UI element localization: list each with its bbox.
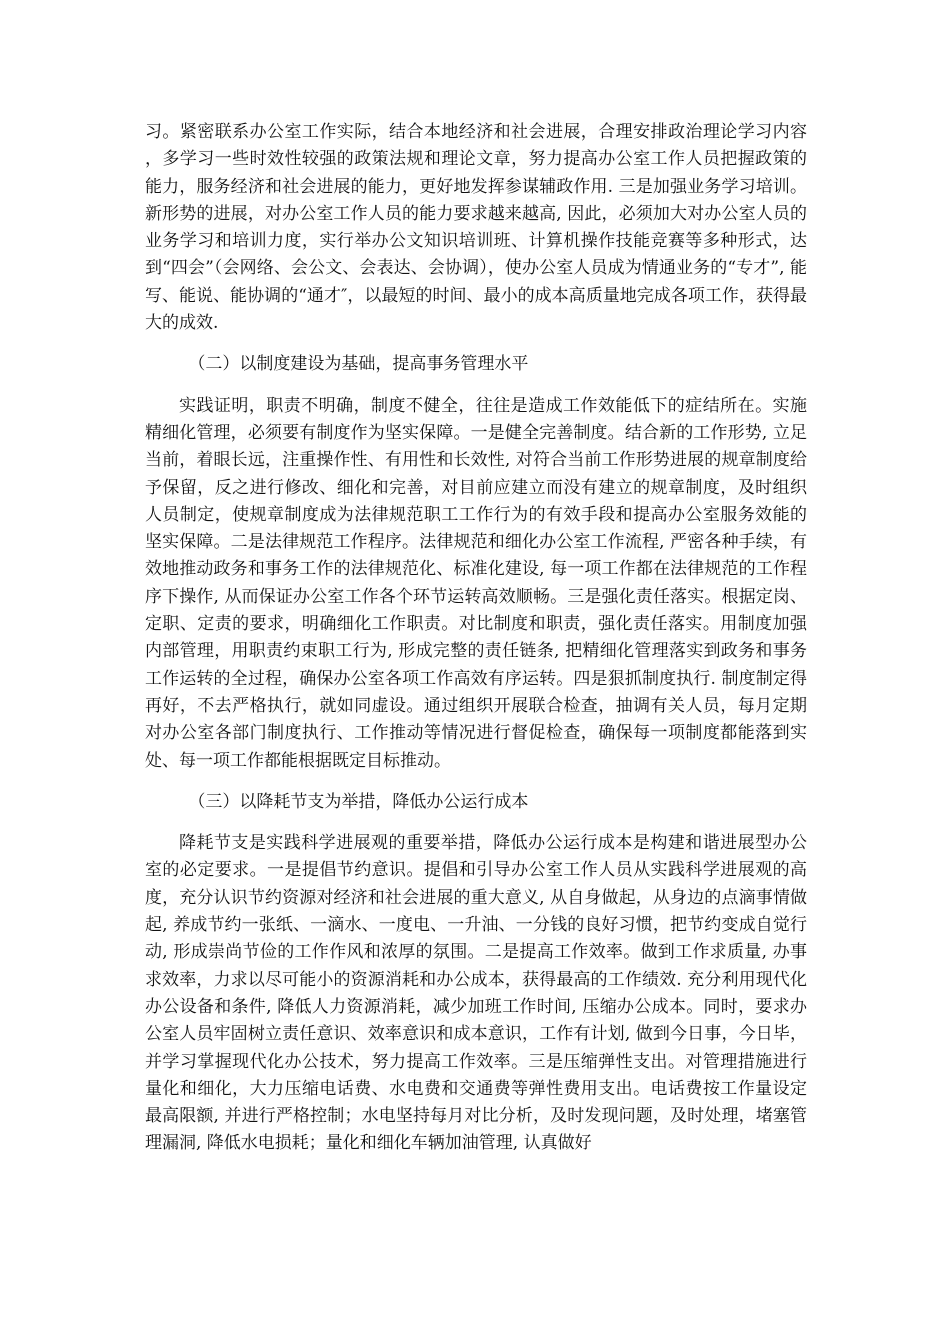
- paragraph-institution-building: 实践证明，职责不明确，制度不健全，往往是造成工作效能低下的症结所在。实施精细化管理，必须要有制度作为坚实保障。一是健全完善制度。结合新的工作形势, 立足当前，着眼长远，注重操作性、有用性和长效性, 对符合当前工作形势进展的规章制度给予保留，反之进行修改、细化和完善，对目前应建立而没有建立的规章制度，及时组织人员制定，使规章制度成为法律规范职工工作行为的有效手段和提高办公室服务效能的坚实保障。二是法律规范工作程序。法律规范和细化办公室工作流程, 严密各种手续，有效地推动政务和事务工作的法律规范化、标准化建设, 每一项工作都在法律规范的工作程序下操作, 从而保证办公室工作各个环节运转高效顺畅。三是强化责任落实。根据定岗、定职、定责的要求，明确细化工作职责。对比制度和职责，强化责任落实。用制度加强内部管理，用职责约束职工行为, 形成完整的责任链条, 把精细化管理落实到政务和事务工作运转的全过程，确保办公室各项工作高效有序运转。四是狠抓制度执行. 制度制定得再好，不去严格执行，就如同虚设。通过组织开展联合检查，抽调有关人员，每月定期对办公室各部门制度执行、工作推动等情况进行督促检查，确保每一项制度都能落到实处、每一项工作都能根据既定目标推动。: [145, 395, 807, 771]
- section-heading-2: （二）以制度建设为基础，提高事务管理水平: [188, 354, 529, 375]
- paragraph-study-training: 习。紧密联系办公室工作实际，结合本地经济和社会进展，合理安排政治理论学习内容，多学习一些时效性较强的政策法规和理论文章，努力提高办公室工作人员把握政策的能力，服务经济和社会进展的能力，更好地发挥参谋辅政作用. 三是加强业务学习培训。新形势的进展，对办公室工作人员的能力要求越来越高, 因此，必须加大对办公室人员的业务学习和培训力度，实行举办公文知识培训班、计算机操作技能竞赛等多种形式，达到“四会”（会网络、会公文、会表达、会协调），使办公室人员成为情通业务的“专才”, 能写、能说、能协调的“通才″，以最短的时间、最小的成本高质量地完成各项工作，获得最大的成效.: [145, 122, 807, 334]
- paragraph-cost-reduction: 降耗节支是实践科学进展观的重要举措，降低办公运行成本是构建和谐进展型办公室的必定要求。一是提倡节约意识。提倡和引导办公室工作人员从实践科学进展观的高度，充分认识节约资源对经济和社会进展的重大意义, 从自身做起，从身边的点滴事情做起, 养成节约一张纸、一滴水、一度电、一升油、一分钱的良好习惯，把节约变成自觉行动, 形成崇尚节俭的工作作风和浓厚的氛围。二是提高工作效率。做到工作求质量, 办事求效率，力求以尽可能小的资源消耗和办公成本，获得最高的工作绩效. 充分利用现代化办公设备和条件, 降低人力资源消耗，减少加班工作时间, 压缩办公成本。同时，要求办公室人员牢固树立责任意识、效率意识和成本意识，工作有计划, 做到今日事，今日毕，并学习掌握现代化办公技术，努力提高工作效率。三是压缩弹性支出。对管理措施进行量化和细化，大力压缩电话费、水电费和交通费等弹性费用支出。电话费按工作量设定最高限额, 并进行严格控制；水电坚持每月对比分析，及时发现问题，及时处理，堵塞管理漏洞, 降低水电损耗；量化和细化车辆加油管理, 认真做好: [145, 833, 807, 1154]
- document-page: [145, 119, 807, 1158]
- section-heading-3: （三）以降耗节支为举措，降低办公运行成本: [188, 791, 529, 812]
